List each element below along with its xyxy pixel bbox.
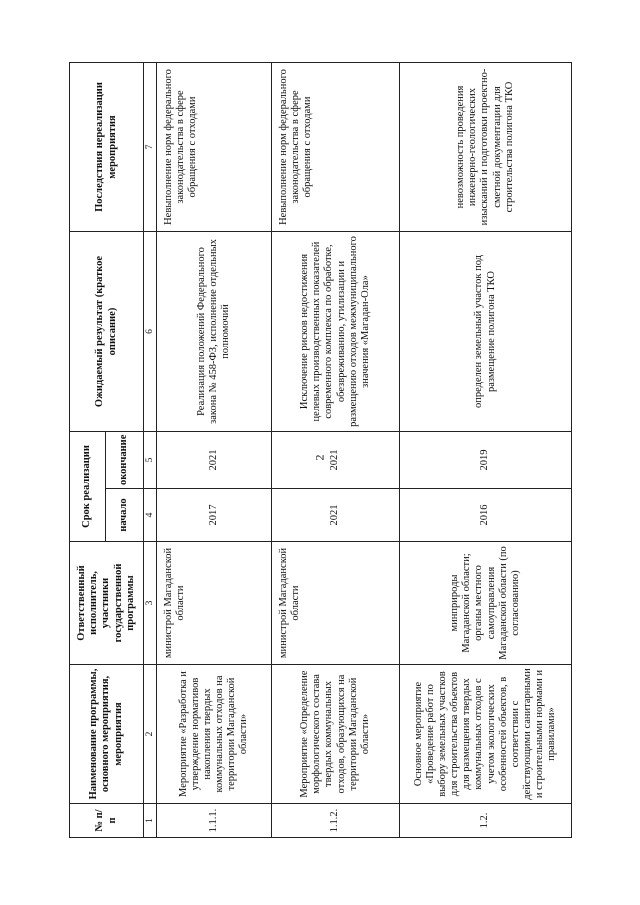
row-executor: министрой Магаданской области	[272, 542, 400, 665]
row-name: Мероприятие «Разработка и утверждение нормативов накопления твердых коммунальных отходов на территории Магаданской области»	[157, 665, 272, 804]
header-num: № п/п	[70, 804, 144, 838]
table-row	[400, 63, 572, 838]
header-name: Наименование программы, основного мероприятия, мероприятия	[70, 665, 144, 804]
column-number: 6	[144, 232, 157, 432]
column-numbers-row	[144, 63, 157, 838]
row-start: 2017	[157, 489, 272, 542]
row-name: Мероприятие «Определение морфологического состава твердых коммунальных отходов, образующихся на территории Магаданской области»	[272, 665, 400, 804]
row-consequences: Невыполнение норм федерального законодательства в сфере обращения с отходами	[157, 63, 272, 232]
rotated-table-wrapper	[69, 63, 571, 838]
row-end: 2021	[272, 432, 400, 489]
row-num: 1.1.2.	[272, 804, 400, 838]
header-term-end: окончание	[106, 432, 144, 489]
row-name: Основное мероприятие «Проведение работ по выбору земельных участков для строительства объектов для размещения твердых коммунальных отходов с учетом экологических особенностей объектов, в соответствии с действующими санитарными и строительными нормами и правилами»	[400, 665, 572, 804]
column-number: 7	[144, 63, 157, 232]
column-number: 3	[144, 542, 157, 665]
column-number: 1	[144, 804, 157, 838]
row-result: Исключение рисков недостижения целевых производственных показателей современного комплекса по обработке, обезвреживанию, утилизации и размещению отходов межмуниципального значения «Магадан-Ола»	[272, 232, 400, 432]
header-term: Срок реализации	[70, 432, 106, 542]
header-term-start: начало	[106, 489, 144, 542]
header-consequences: Последствия нереализации мероприятия	[70, 63, 144, 232]
row-result: определен земельный участок под размещение полигона ТКО	[400, 232, 572, 432]
table-header-row	[70, 63, 106, 838]
table-row	[157, 63, 272, 838]
row-end: 2019	[400, 432, 572, 489]
program-table	[69, 62, 572, 838]
row-executor: министрой Магаданской области	[157, 542, 272, 665]
header-executor: Ответственный исполнитель, участники государственной программы	[70, 542, 144, 665]
header-result: Ожидаемый результат (краткое описание)	[70, 232, 144, 432]
column-number: 4	[144, 489, 157, 542]
row-num: 1.2.	[400, 804, 572, 838]
row-result: Реализация положений Федерального закона № 458-ФЗ, исполнение отдельных полномочий	[157, 232, 272, 432]
row-num: 1.1.1.	[157, 804, 272, 838]
column-number: 2	[144, 665, 157, 804]
row-start: 2016	[400, 489, 572, 542]
row-consequences: невозможность проведения инженерно-геологических изысканий и подготовки проектно-сметной документации для строительства полигона ТКО	[400, 63, 572, 232]
column-number: 5	[144, 432, 157, 489]
row-consequences: Невыполнение норм федерального законодательства в сфере обращения с отходами	[272, 63, 400, 232]
row-executor: минприроды Магаданской области; органы местного самоуправления Магаданской области (по согласованию)	[400, 542, 572, 665]
row-end: 2021	[157, 432, 272, 489]
table-row	[272, 63, 400, 838]
page-number-text: 2	[312, 454, 327, 461]
row-start: 2021	[272, 489, 400, 542]
